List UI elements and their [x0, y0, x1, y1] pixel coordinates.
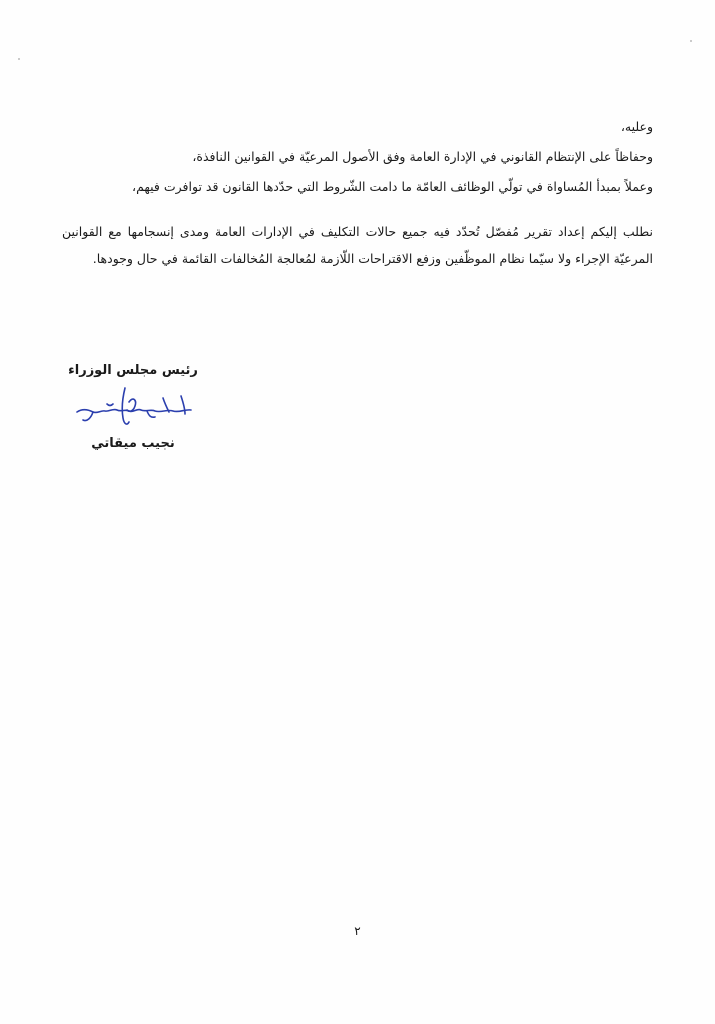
letter-body: [62, 118, 653, 272]
signatory-name: نجيب ميقاتي: [91, 436, 175, 451]
paragraph-request: نطلب إليكم إعداد تقرير مُفصّل تُحدّد فيه جميع حالات التكليف في الإدارات العامة ومدى إنسجامها مع القوانين المرعيّة الإجراء ولا سيّما نظام الموظّفين وزفع الاقتراحات اللّازمة لمُعالجة المُخالفات القائمة في حال وجودها.: [62, 224, 653, 267]
scan-speck: [18, 58, 20, 60]
handwritten-signature: [63, 382, 203, 432]
signature-block: [58, 363, 208, 451]
scan-speck: [690, 40, 692, 42]
paragraph-legal-order: وحفاظاً على الإنتظام القانوني في الإدارة العامة وفق الأصول المرعيّة في القوانين النافذة،: [192, 148, 653, 164]
signatory-title: رئيس مجلس الوزراء: [68, 363, 198, 378]
paragraph-equality: وعملاً بمبدأ المُساواة في تولّي الوظائف العامّة ما دامت الشّروط التي حدّدها القانون قد توافرت فيهم،: [132, 178, 653, 194]
paragraph-whereas: وعليه،: [620, 119, 653, 134]
page-number: ٢: [354, 924, 361, 938]
